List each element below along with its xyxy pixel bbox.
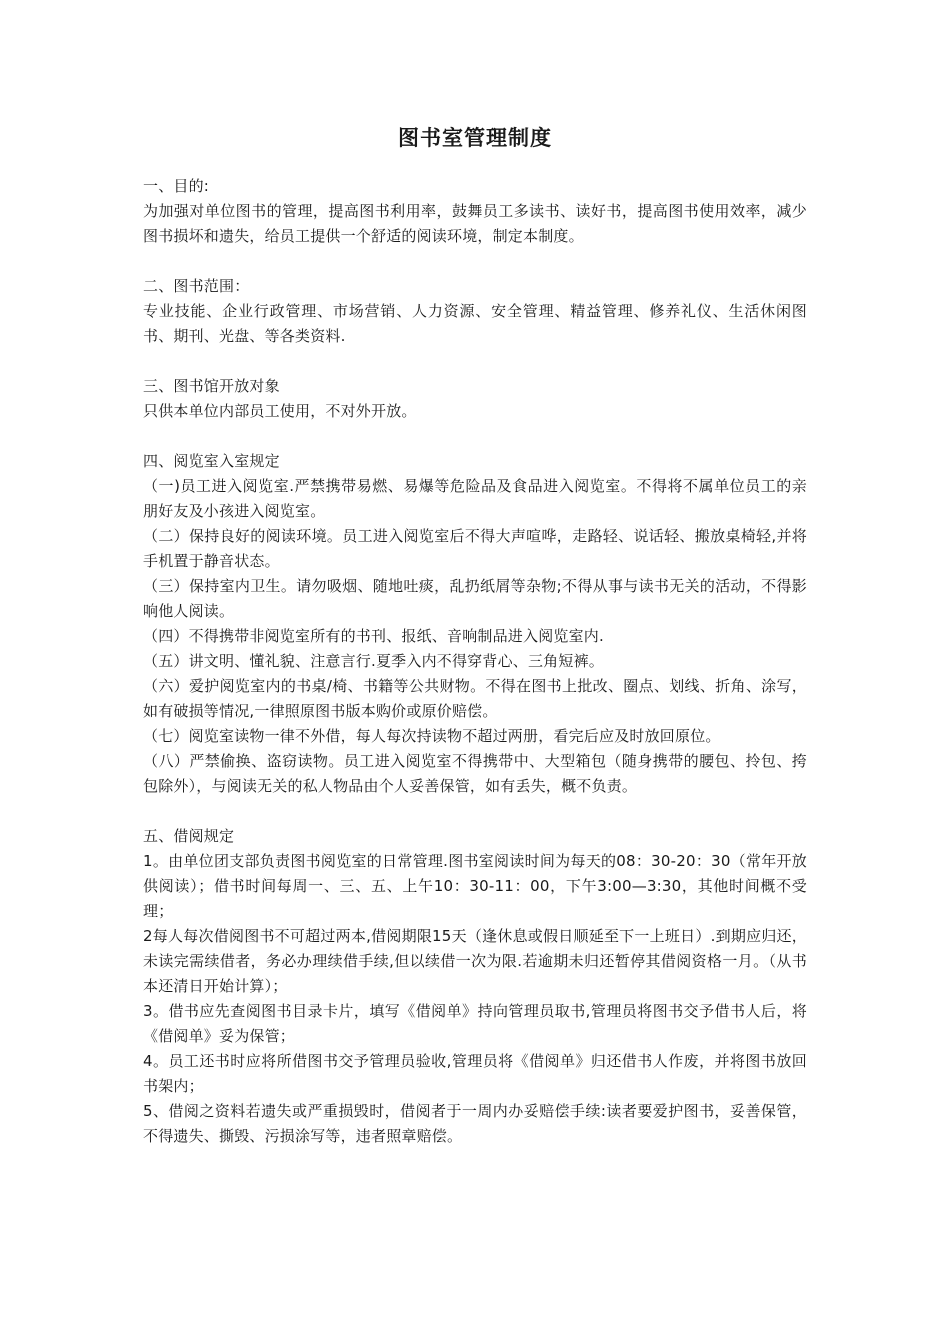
section-audience <box>143 374 807 424</box>
section-heading: 二、图书范围： <box>143 277 250 295</box>
rule-item: 5、借阅之资料若遗失或严重损毁时，借阅者于一周内办妥赔偿手续:读者要爱护图书，妥善保管，不得遗失、撕毁、污损涂写等，违者照章赔偿。 <box>143 1102 807 1145</box>
rule-item: （一)员工进入阅览室.严禁携带易燃、易爆等危险品及食品进入阅览室。不得将不属单位员工的亲朋好友及小孩进入阅览室。 <box>143 477 807 520</box>
section-scope <box>143 274 807 349</box>
rule-item: 1。由单位团支部负责图书阅览室的日常管理.图书室阅读时间为每天的08：30-20：30（常年开放供阅读）；借书时间每周一、三、五、上午10：30-11：00，下午3:00—3:30，其他时间概不受理； <box>143 852 807 920</box>
page-title: 图书室管理制度 <box>398 126 552 150</box>
section-heading: 五、借阅规定 <box>143 827 235 845</box>
rule-item: 3。借书应先查阅图书目录卡片，填写《借阅单》持向管理员取书,管理员将图书交予借书人后，将《借阅单》妥为保管； <box>143 1002 807 1045</box>
rule-item: （四）不得携带非阅览室所有的书刊、报纸、音响制品进入阅览室内. <box>143 627 604 645</box>
rule-item: （七）阅览室读物一律不外借，每人每次持读物不超过两册，看完后应及时放回原位。 <box>143 727 721 745</box>
rule-item: 4。员工还书时应将所借图书交予管理员验收,管理员将《借阅单》归还借书人作废，并将图书放回书架内； <box>143 1052 807 1095</box>
rule-item: （六）爱护阅览室内的书桌/椅、书籍等公共财物。不得在图书上批改、圈点、划线、折角、涂写，如有破损等情况,一律照原图书版本购价或原价赔偿。 <box>143 677 807 720</box>
paragraph: 为加强对单位图书的管理，提高图书利用率，鼓舞员工多读书、读好书，提高图书使用效率，减少图书损坏和遗失，给员工提供一个舒适的阅读环境，制定本制度。 <box>143 202 807 245</box>
rule-item: （二）保持良好的阅读环境。员工进入阅览室后不得大声喧哗，走路轻、说话轻、搬放桌椅轻,并将手机置于静音状态。 <box>143 527 807 570</box>
paragraph: 只供本单位内部员工使用，不对外开放。 <box>143 402 417 420</box>
rule-item: 2每人每次借阅图书不可超过两本,借阅期限15天（逢休息或假日顺延至下一上班日）.到期应归还，未读完需续借者，务必办理续借手续,但以续借一次为限.若逾期未归还暂停其借阅资格一月。（从书本还清日开始计算）； <box>143 927 807 995</box>
section-heading: 一、目的: <box>143 177 210 195</box>
rule-item: （八）严禁偷换、盗窃读物。员工进入阅览室不得携带中、大型箱包（随身携带的腰包、拎包、挎包除外），与阅读无关的私人物品由个人妥善保管，如有丢失，概不负责。 <box>143 752 807 795</box>
section-heading: 三、图书馆开放对象 <box>143 377 280 395</box>
section-heading: 四、阅览室入室规定 <box>143 452 280 470</box>
section-borrowing-rules <box>143 824 807 1149</box>
section-purpose <box>143 174 807 249</box>
rule-item: （三）保持室内卫生。请勿吸烟、随地吐痰，乱扔纸屑等杂物;不得从事与读书无关的活动，不得影响他人阅读。 <box>143 577 807 620</box>
paragraph: 专业技能、企业行政管理、市场营销、人力资源、安全管理、精益管理、修养礼仪、生活休闲图书、期刊、光盘、等各类资料. <box>143 302 807 345</box>
section-reading-room-rules <box>143 449 807 799</box>
rule-item: （五）讲文明、懂礼貌、注意言行.夏季入内不得穿背心、三角短裤。 <box>143 652 604 670</box>
